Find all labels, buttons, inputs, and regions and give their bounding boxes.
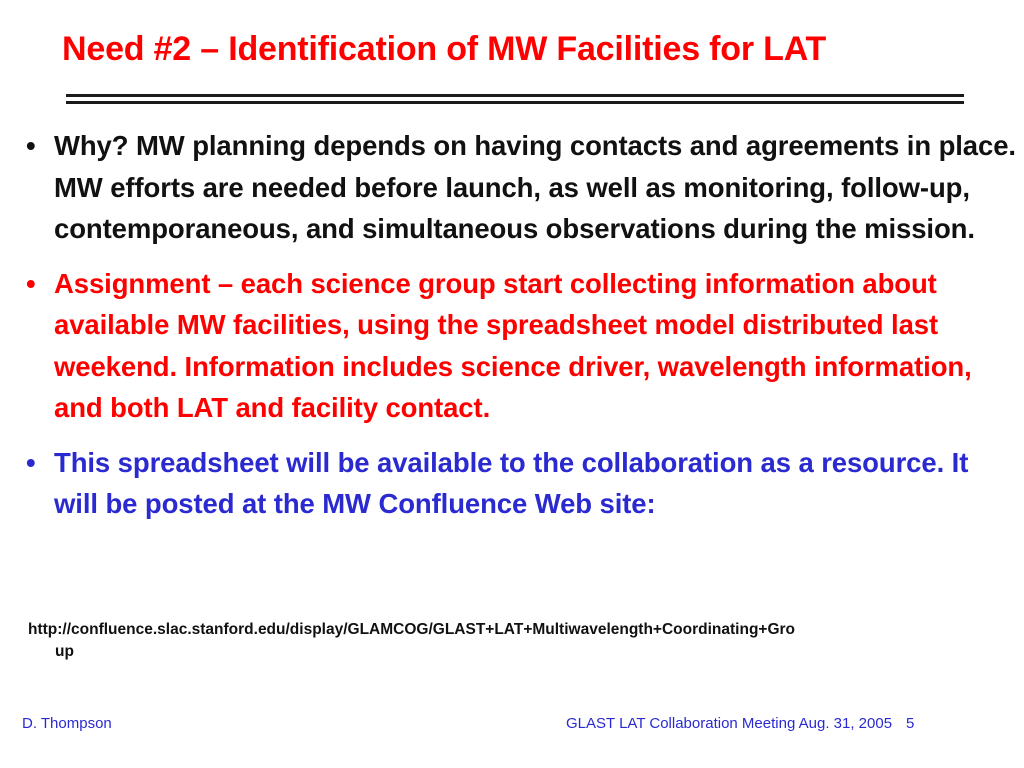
confluence-url-line2[interactable]: up (55, 643, 74, 660)
bullet-dot-icon: • (26, 130, 36, 161)
bullet-spreadsheet-text: This spreadsheet will be available to the collaboration as a resource. It will be posted at the MW Confluence Web site: (54, 446, 969, 519)
bullet-why (26, 125, 1016, 250)
bullet-assignment (26, 263, 1016, 429)
bullet-dot-icon: • (26, 446, 36, 478)
title-divider-bottom (66, 101, 964, 104)
bullet-list (26, 125, 1016, 525)
footer-meeting-text: GLAST LAT Collaboration Meeting Aug. 31, 2005 (566, 715, 893, 732)
footer-meeting (566, 715, 914, 732)
bullet-why-text: Why? MW planning depends on having contacts and agreements in place. MW efforts are needed before launch, as well as monitoring, follow-up, contemporaneous, and simultaneous observations during the mission. (54, 130, 1016, 244)
bullet-assignment-text: Assignment – each science group start collecting information about available MW facilities, using the spreadsheet model distributed last weekend. Information includes science driver, wavelength information, and both LAT and facility contact. (54, 267, 972, 423)
bullet-spreadsheet (26, 442, 1016, 525)
bullet-dot-icon: • (26, 267, 36, 299)
slide-title: Need #2 – Identification of MW Facilities for LAT (62, 30, 827, 68)
confluence-url[interactable] (28, 619, 1013, 663)
footer-page-number: 5 (906, 715, 915, 732)
footer-author: D. Thompson (22, 715, 112, 732)
title-divider-top (66, 94, 964, 97)
confluence-url-line1[interactable]: http://confluence.slac.stanford.edu/display/GLAMCOG/GLAST+LAT+Multiwavelength+Coordinating+Gro (28, 621, 796, 638)
